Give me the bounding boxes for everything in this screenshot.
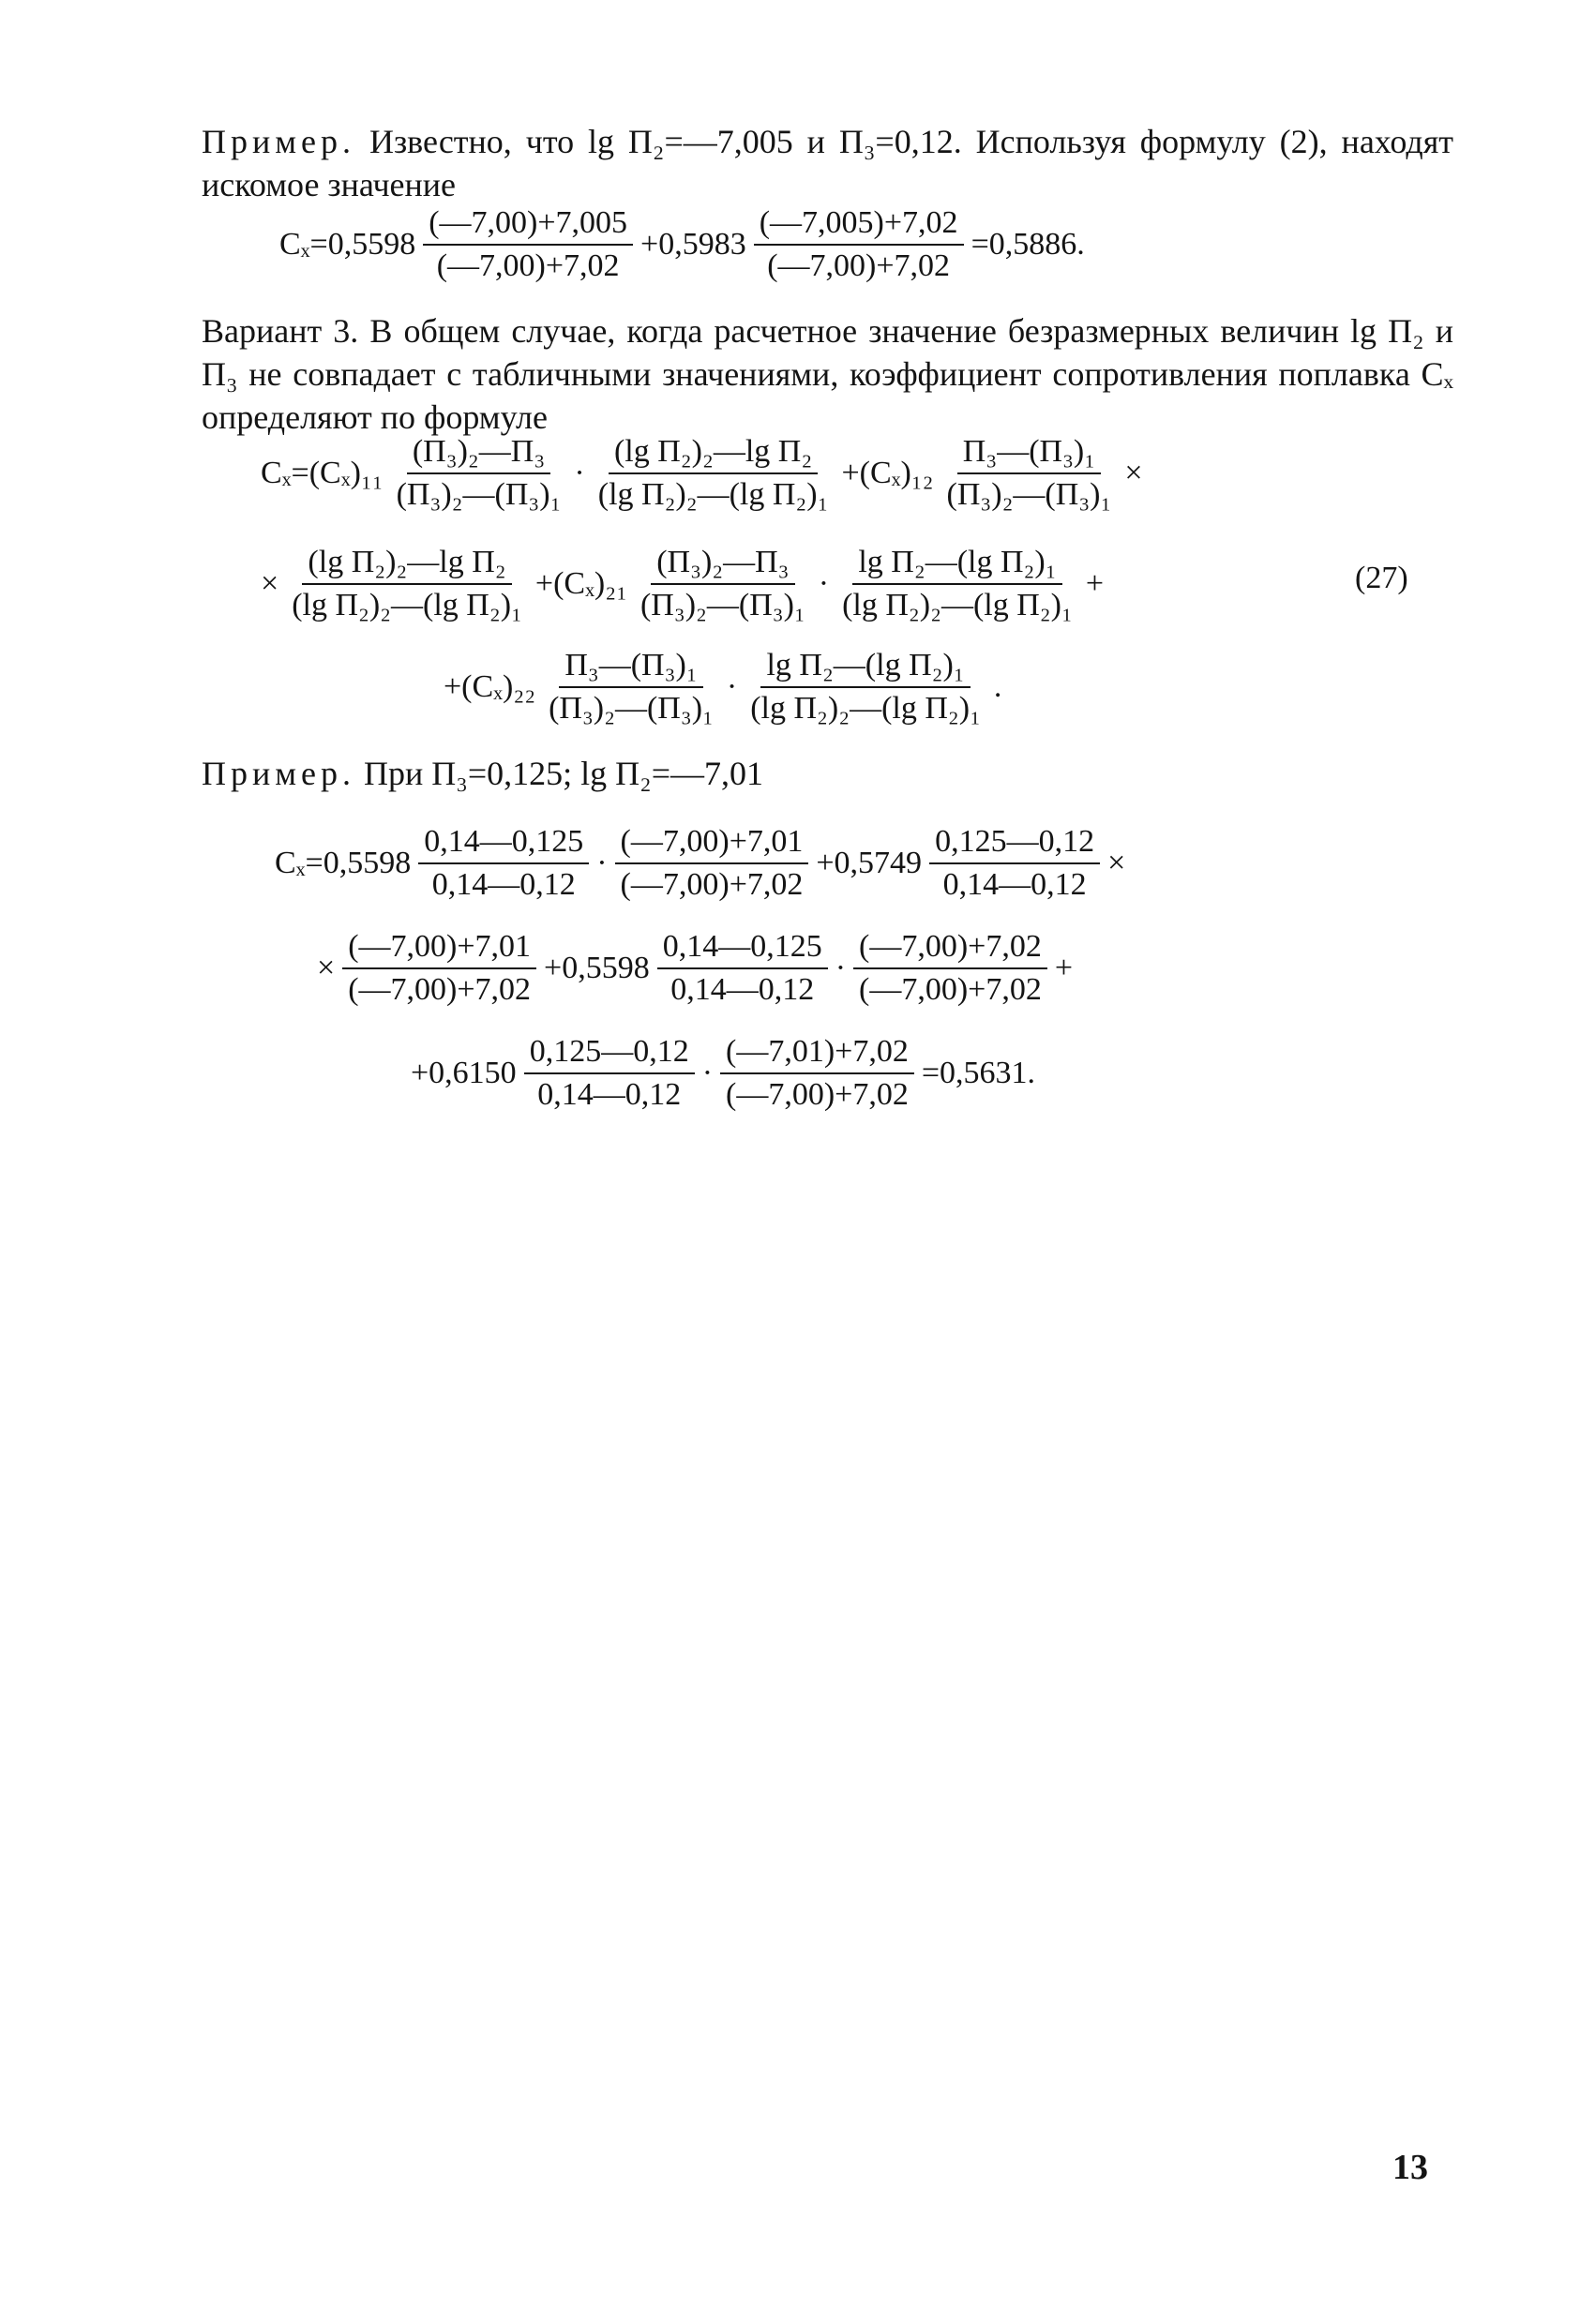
eq2-l2-f1-numerator: (—7,00)+7,01: [342, 928, 536, 969]
eq1-f1-denominator: (—7,00)+7,02: [436, 248, 620, 283]
eq2-l1-fraction-1: [418, 823, 589, 904]
eq2-l2-f2-numerator: 0,14—0,125: [657, 928, 828, 969]
eq27-l2-f1-numerator: (lg П₂)₂—lg П₂: [302, 544, 511, 585]
equation-2-line-3: [408, 1033, 1038, 1114]
eq2-l2-f1-denominator: (—7,00)+7,02: [348, 972, 532, 1007]
equation-27-line-1: [258, 433, 1146, 514]
eq27-l2-fraction-1: [286, 544, 528, 624]
eq27-l3-f2-denominator: (lg П₂)₂—(lg П₂)₁: [750, 691, 981, 726]
eq2-l2-fraction-1: [342, 928, 536, 1009]
equation-2-line-1: [272, 823, 1128, 904]
eq2-l1-lhs: Cₓ=0,5598: [275, 846, 412, 880]
eq27-l1-plus-term: +(Cₓ)₁₂: [841, 456, 934, 490]
eq1-fraction-2: [754, 204, 964, 285]
eq2-l1-dot: ·: [596, 846, 608, 880]
eq2-l2-dot: ·: [835, 951, 847, 985]
eq27-l2-f2-denominator: (П₃)₂—(П₃)₁: [640, 588, 805, 622]
eq1-f1-numerator: (—7,00)+7,005: [423, 204, 633, 246]
eq2-l1-f1-denominator: 0,14—0,12: [431, 867, 576, 902]
eq1-f2-numerator: (—7,005)+7,02: [754, 204, 964, 246]
variant3-paragraph: Вариант 3. В общем случае, когда расчетное значение безразмерных величин lg П₂ и П₃ не совпадает с табличными значениями, коэффициент сопротивления поплавка Cₓ определяют по формуле: [202, 312, 1453, 436]
eq27-l2-times: ×: [261, 566, 279, 601]
eq2-l1-times: ×: [1107, 846, 1126, 880]
equation-27-line-3: [441, 647, 1004, 727]
eq27-dot: ·: [574, 456, 585, 490]
eq2-l3-f2-denominator: (—7,00)+7,02: [726, 1077, 909, 1112]
equation-number: (27): [1355, 561, 1408, 595]
eq1-result: =0,5886.: [971, 227, 1085, 262]
eq2-l1-plus-term: +0,5749: [816, 846, 923, 880]
eq2-l2-f3-numerator: (—7,00)+7,02: [853, 928, 1047, 969]
eq27-l3-end: .: [993, 669, 1002, 704]
eq2-l2-fraction-3: [853, 928, 1047, 1009]
eq27-l1-lhs: Cₓ=(Cₓ)₁₁: [261, 456, 384, 490]
eq27-l2-plus-term: +(Cₓ)₂₁: [534, 566, 627, 601]
example2-paragraph: [202, 752, 1453, 795]
eq2-l2-plus: +: [1054, 951, 1074, 985]
example2-label: Пример.: [202, 755, 356, 792]
eq2-l3-dot: ·: [701, 1056, 714, 1090]
eq2-l1-f2-denominator: (—7,00)+7,02: [620, 867, 804, 902]
eq2-l1-f2-numerator: (—7,00)+7,01: [615, 823, 809, 864]
eq2-l3-f2-numerator: (—7,01)+7,02: [720, 1033, 914, 1074]
eq2-l2-plus-term: +0,5598: [544, 951, 650, 985]
eq27-l1-fraction-3: [941, 433, 1118, 514]
eq27-l2-f3-denominator: (lg П₂)₂—(lg П₂)₁: [842, 588, 1073, 622]
eq27-l2-dot: ·: [818, 566, 830, 601]
eq27-l3-f2-numerator: lg П₂—(lg П₂)₁: [760, 647, 970, 688]
eq27-l3-lhs: +(Cₓ)₂₂: [444, 669, 536, 704]
eq2-l3-f1-denominator: 0,14—0,12: [537, 1077, 682, 1112]
eq2-l1-fraction-3: [929, 823, 1100, 904]
eq2-result: =0,5631.: [921, 1056, 1036, 1090]
eq27-l1-f2-numerator: (lg П₂)₂—lg П₂: [609, 433, 818, 474]
eq27-l1-f3-numerator: П₃—(П₃)₁: [957, 433, 1101, 474]
eq2-l2-times: ×: [317, 951, 336, 985]
example1-text: Известно, что lg П₂=—7,005 и П₃=0,12. Используя формулу (2), находят искомое значение: [202, 123, 1453, 203]
eq1-fraction-1: [423, 204, 633, 285]
eq2-l2-fraction-2: [657, 928, 828, 1009]
eq1-f2-denominator: (—7,00)+7,02: [767, 248, 951, 283]
eq2-l1-f3-numerator: 0,125—0,12: [929, 823, 1100, 864]
eq27-l1-fraction-1: [391, 433, 567, 514]
eq27-l3-f1-numerator: П₃—(П₃)₁: [559, 647, 702, 688]
page-number: 13: [1392, 2148, 1428, 2187]
eq1-plus-term: +0,5983: [640, 227, 746, 262]
eq2-l3-fraction-1: [524, 1033, 695, 1114]
eq2-l2-f2-denominator: 0,14—0,12: [670, 972, 815, 1007]
eq2-l3-f1-numerator: 0,125—0,12: [524, 1033, 695, 1074]
eq27-l3-dot: ·: [726, 669, 738, 704]
eq27-l1-f1-numerator: (П₃)₂—П₃: [407, 433, 550, 474]
eq27-l3-fraction-1: [543, 647, 719, 727]
eq2-l1-f1-numerator: 0,14—0,125: [418, 823, 589, 864]
eq2-l2-f3-denominator: (—7,00)+7,02: [859, 972, 1042, 1007]
equation-27-line-2: [258, 544, 1106, 624]
equation-2-line-2: [314, 928, 1076, 1009]
eq27-l3-fraction-2: [745, 647, 986, 727]
example1-paragraph: [202, 120, 1453, 206]
eq1-lhs: Cₓ=0,5598: [279, 227, 416, 262]
example2-text: При П₃=0,125; lg П₂=—7,01: [355, 755, 764, 792]
eq27-l2-fraction-3: [836, 544, 1078, 624]
eq27-l1-f2-denominator: (lg П₂)₂—(lg П₂)₁: [597, 477, 829, 512]
eq27-l2-plus: +: [1085, 566, 1104, 601]
eq2-l1-fraction-2: [615, 823, 809, 904]
equation-1: [277, 204, 1088, 285]
eq27-l1-f1-denominator: (П₃)₂—(П₃)₁: [396, 477, 562, 512]
eq27-l1-fraction-2: [593, 433, 835, 514]
eq27-l2-f3-numerator: lg П₂—(lg П₂)₁: [852, 544, 1061, 585]
eq2-l1-f3-denominator: 0,14—0,12: [942, 867, 1087, 902]
eq27-l2-f2-numerator: (П₃)₂—П₃: [651, 544, 794, 585]
eq27-times: ×: [1124, 456, 1143, 490]
eq2-l3-fraction-2: [720, 1033, 914, 1114]
eq27-l2-f1-denominator: (lg П₂)₂—(lg П₂)₁: [292, 588, 522, 622]
example1-label: Пример.: [202, 123, 356, 160]
eq27-l1-f3-denominator: (П₃)₂—(П₃)₁: [946, 477, 1112, 512]
eq27-l3-f1-denominator: (П₃)₂—(П₃)₁: [549, 691, 714, 726]
eq27-l2-fraction-2: [635, 544, 811, 624]
eq2-l3-lhs: +0,6150: [411, 1056, 517, 1090]
